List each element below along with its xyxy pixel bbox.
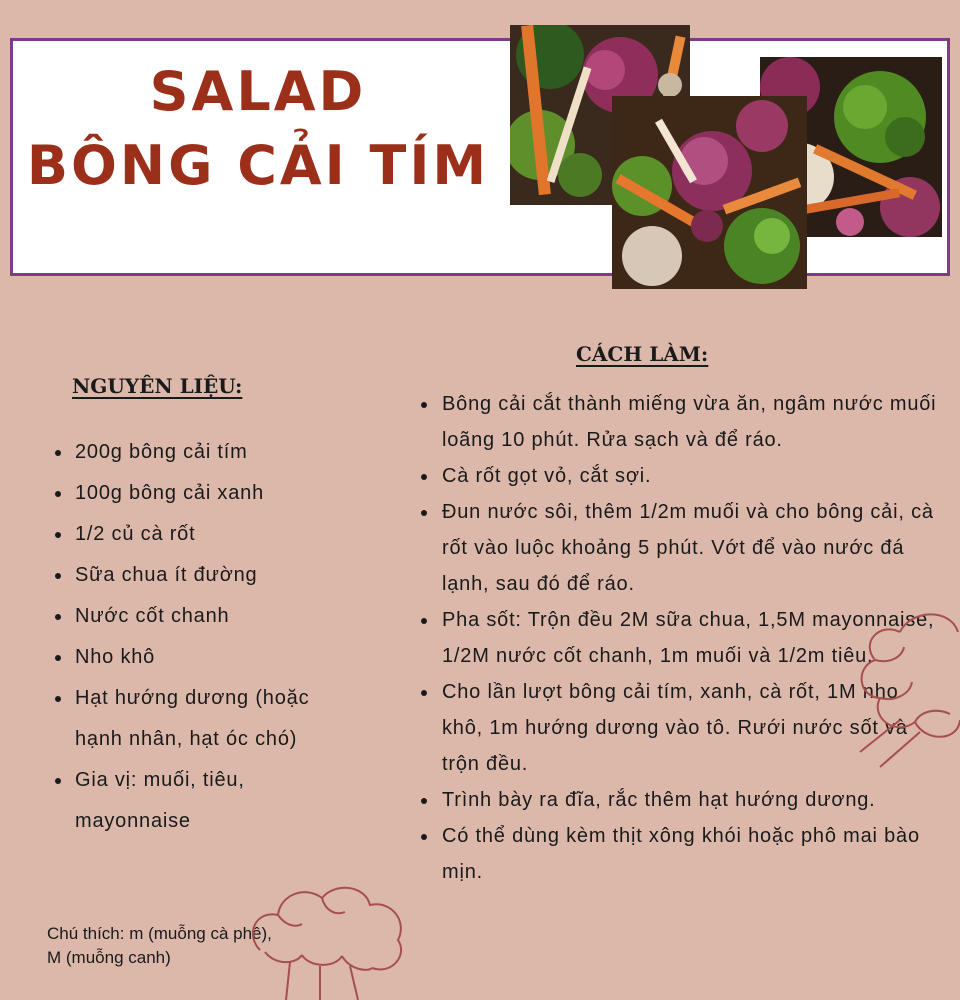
ingredients-heading: NGUYÊN LIỆU: — [72, 374, 243, 398]
ingredient-item: Hạt hướng dương (hoặc hạnh nhân, hạt óc chó) — [52, 678, 352, 760]
method-step: Bông cải cắt thành miếng vừa ăn, ngâm nước muối loãng 10 phút. Rửa sạch và để ráo. — [418, 386, 938, 458]
method-step: Cà rốt gọt vỏ, cắt sợi. — [418, 458, 938, 494]
ingredient-item: Nho khô — [52, 637, 352, 678]
method-step: Pha sốt: Trộn đều 2M sữa chua, 1,5M mayonnaise, 1/2M nước cốt chanh, 1m muối và 1/2m tiêu. — [418, 602, 938, 674]
method-step: Có thể dùng kèm thịt xông khói hoặc phô mai bào mịn. — [418, 818, 938, 890]
method-step: Cho lần lượt bông cải tím, xanh, cà rốt, 1M nho khô, 1m hướng dương vào tô. Rưới nước sốt và trộn đều. — [418, 674, 938, 782]
method-steps-list — [418, 386, 938, 890]
ingredient-item: 200g bông cải tím — [52, 432, 352, 473]
ingredient-item: 1/2 củ cà rốt — [52, 514, 352, 555]
method-heading: CÁCH LÀM: — [576, 342, 709, 366]
page-title — [18, 55, 498, 203]
ingredient-item: 100g bông cải xanh — [52, 473, 352, 514]
ingredient-item: Sữa chua ít đường — [52, 555, 352, 596]
title-line-2: BÔNG CẢI TÍM — [26, 134, 490, 197]
ingredients-list — [52, 432, 352, 842]
method-step: Trình bày ra đĩa, rắc thêm hạt hướng dương. — [418, 782, 938, 818]
salad-photo-3 — [612, 96, 807, 289]
footnote: Chú thích: m (muỗng cà phê), M (muỗng canh) — [47, 924, 272, 967]
method-step: Đun nước sôi, thêm 1/2m muối và cho bông cải, cà rốt vào luộc khoảng 5 phút. Vớt để vào nước đá lạnh, sau đó để ráo. — [418, 494, 938, 602]
title-line-1: SALAD — [149, 60, 367, 123]
ingredient-item: Gia vị: muối, tiêu, mayonnaise — [52, 760, 352, 842]
ingredient-item: Nước cốt chanh — [52, 596, 352, 637]
